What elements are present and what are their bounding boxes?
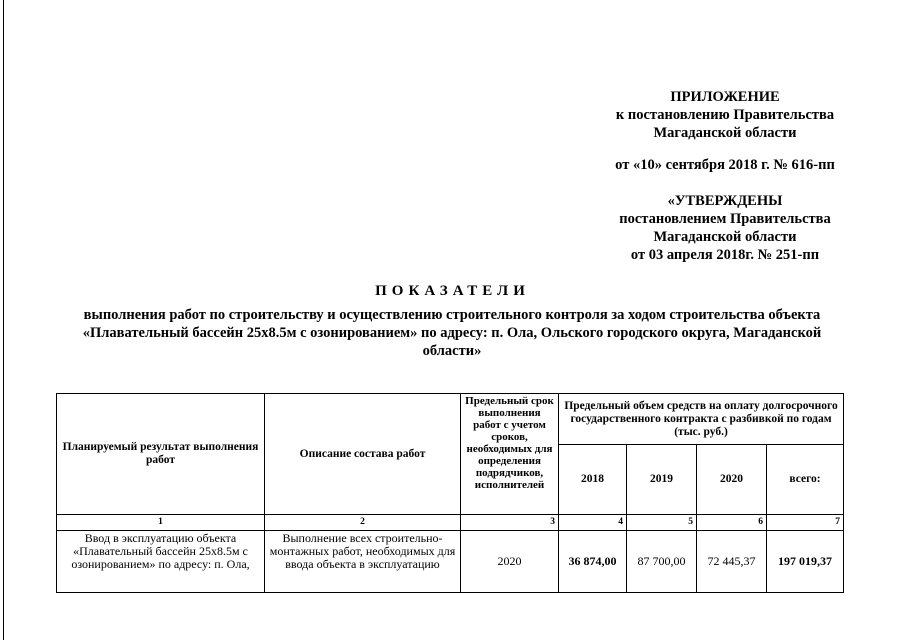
- appendix-line: к постановлению Правительства: [615, 107, 835, 123]
- subtitle-line: области»: [422, 343, 482, 359]
- header-funding: Предельный объем средств на оплату долгосрочного государственного контракта с разбивкой по годам (тыс. руб.): [559, 394, 844, 445]
- header-deadline: Предельный срок выполнения работ с учетом сроков, необходимых для определения подрядчиков, исполнителей: [461, 394, 559, 515]
- row-description: Выполнение всех строительно-монтажных работ, необходимых для ввода объекта в эксплуатацию: [265, 531, 461, 593]
- indicators-table: [56, 393, 844, 593]
- column-number: 5: [627, 515, 697, 531]
- document-heading: ПОКАЗАТЕЛИ: [375, 283, 530, 299]
- row-2020-amount: 72 445,37: [697, 531, 767, 593]
- appendix-date: от «10» сентября 2018 г. № 616-пп: [615, 157, 835, 173]
- column-number: 1: [57, 515, 265, 531]
- column-number-row: [57, 515, 844, 531]
- column-number: 4: [559, 515, 627, 531]
- approved-line: Магаданской области: [653, 229, 797, 245]
- approved-title: «УТВЕРЖДЕНЫ: [667, 193, 783, 209]
- row-total-amount: 197 019,37: [767, 531, 844, 593]
- column-number: 3: [461, 515, 559, 531]
- appendix-title: ПРИЛОЖЕНИЕ: [670, 89, 780, 105]
- row-deadline: 2020: [461, 531, 559, 593]
- row-result: Ввод в эксплуатацию объекта «Плавательный бассейн 25х8.5м с озонированием» по адресу: п. Ола,: [57, 531, 265, 593]
- row-2018-amount: 36 874,00: [559, 531, 627, 593]
- approved-date: от 03 апреля 2018г. № 251-пп: [630, 247, 820, 263]
- header-result: Планируемый результат выполнения работ: [57, 394, 265, 515]
- header-year-2020: 2020: [697, 445, 767, 515]
- table-row: [57, 531, 844, 593]
- subtitle-line: выполнения работ по строительству и осуществлению строительного контроля за ходом строительства объекта: [83, 307, 821, 323]
- document-subtitle: [62, 306, 842, 360]
- column-number: 2: [265, 515, 461, 531]
- approved-line: постановлением Правительства: [619, 211, 831, 227]
- column-number: 7: [767, 515, 844, 531]
- row-2019-amount: 87 700,00: [627, 531, 697, 593]
- header-total: всего:: [767, 445, 844, 515]
- header-description: Описание состава работ: [265, 394, 461, 515]
- header-year-2018: 2018: [559, 445, 627, 515]
- header-year-2019: 2019: [627, 445, 697, 515]
- column-number: 6: [697, 515, 767, 531]
- appendix-block: [590, 88, 860, 264]
- appendix-line: Магаданской области: [653, 125, 797, 141]
- subtitle-line: «Плавательный бассейн 25х8.5м с озонированием» по адресу: п. Ола, Ольского городского округа, Магаданской: [82, 325, 822, 341]
- page-edge-line: [3, 0, 4, 640]
